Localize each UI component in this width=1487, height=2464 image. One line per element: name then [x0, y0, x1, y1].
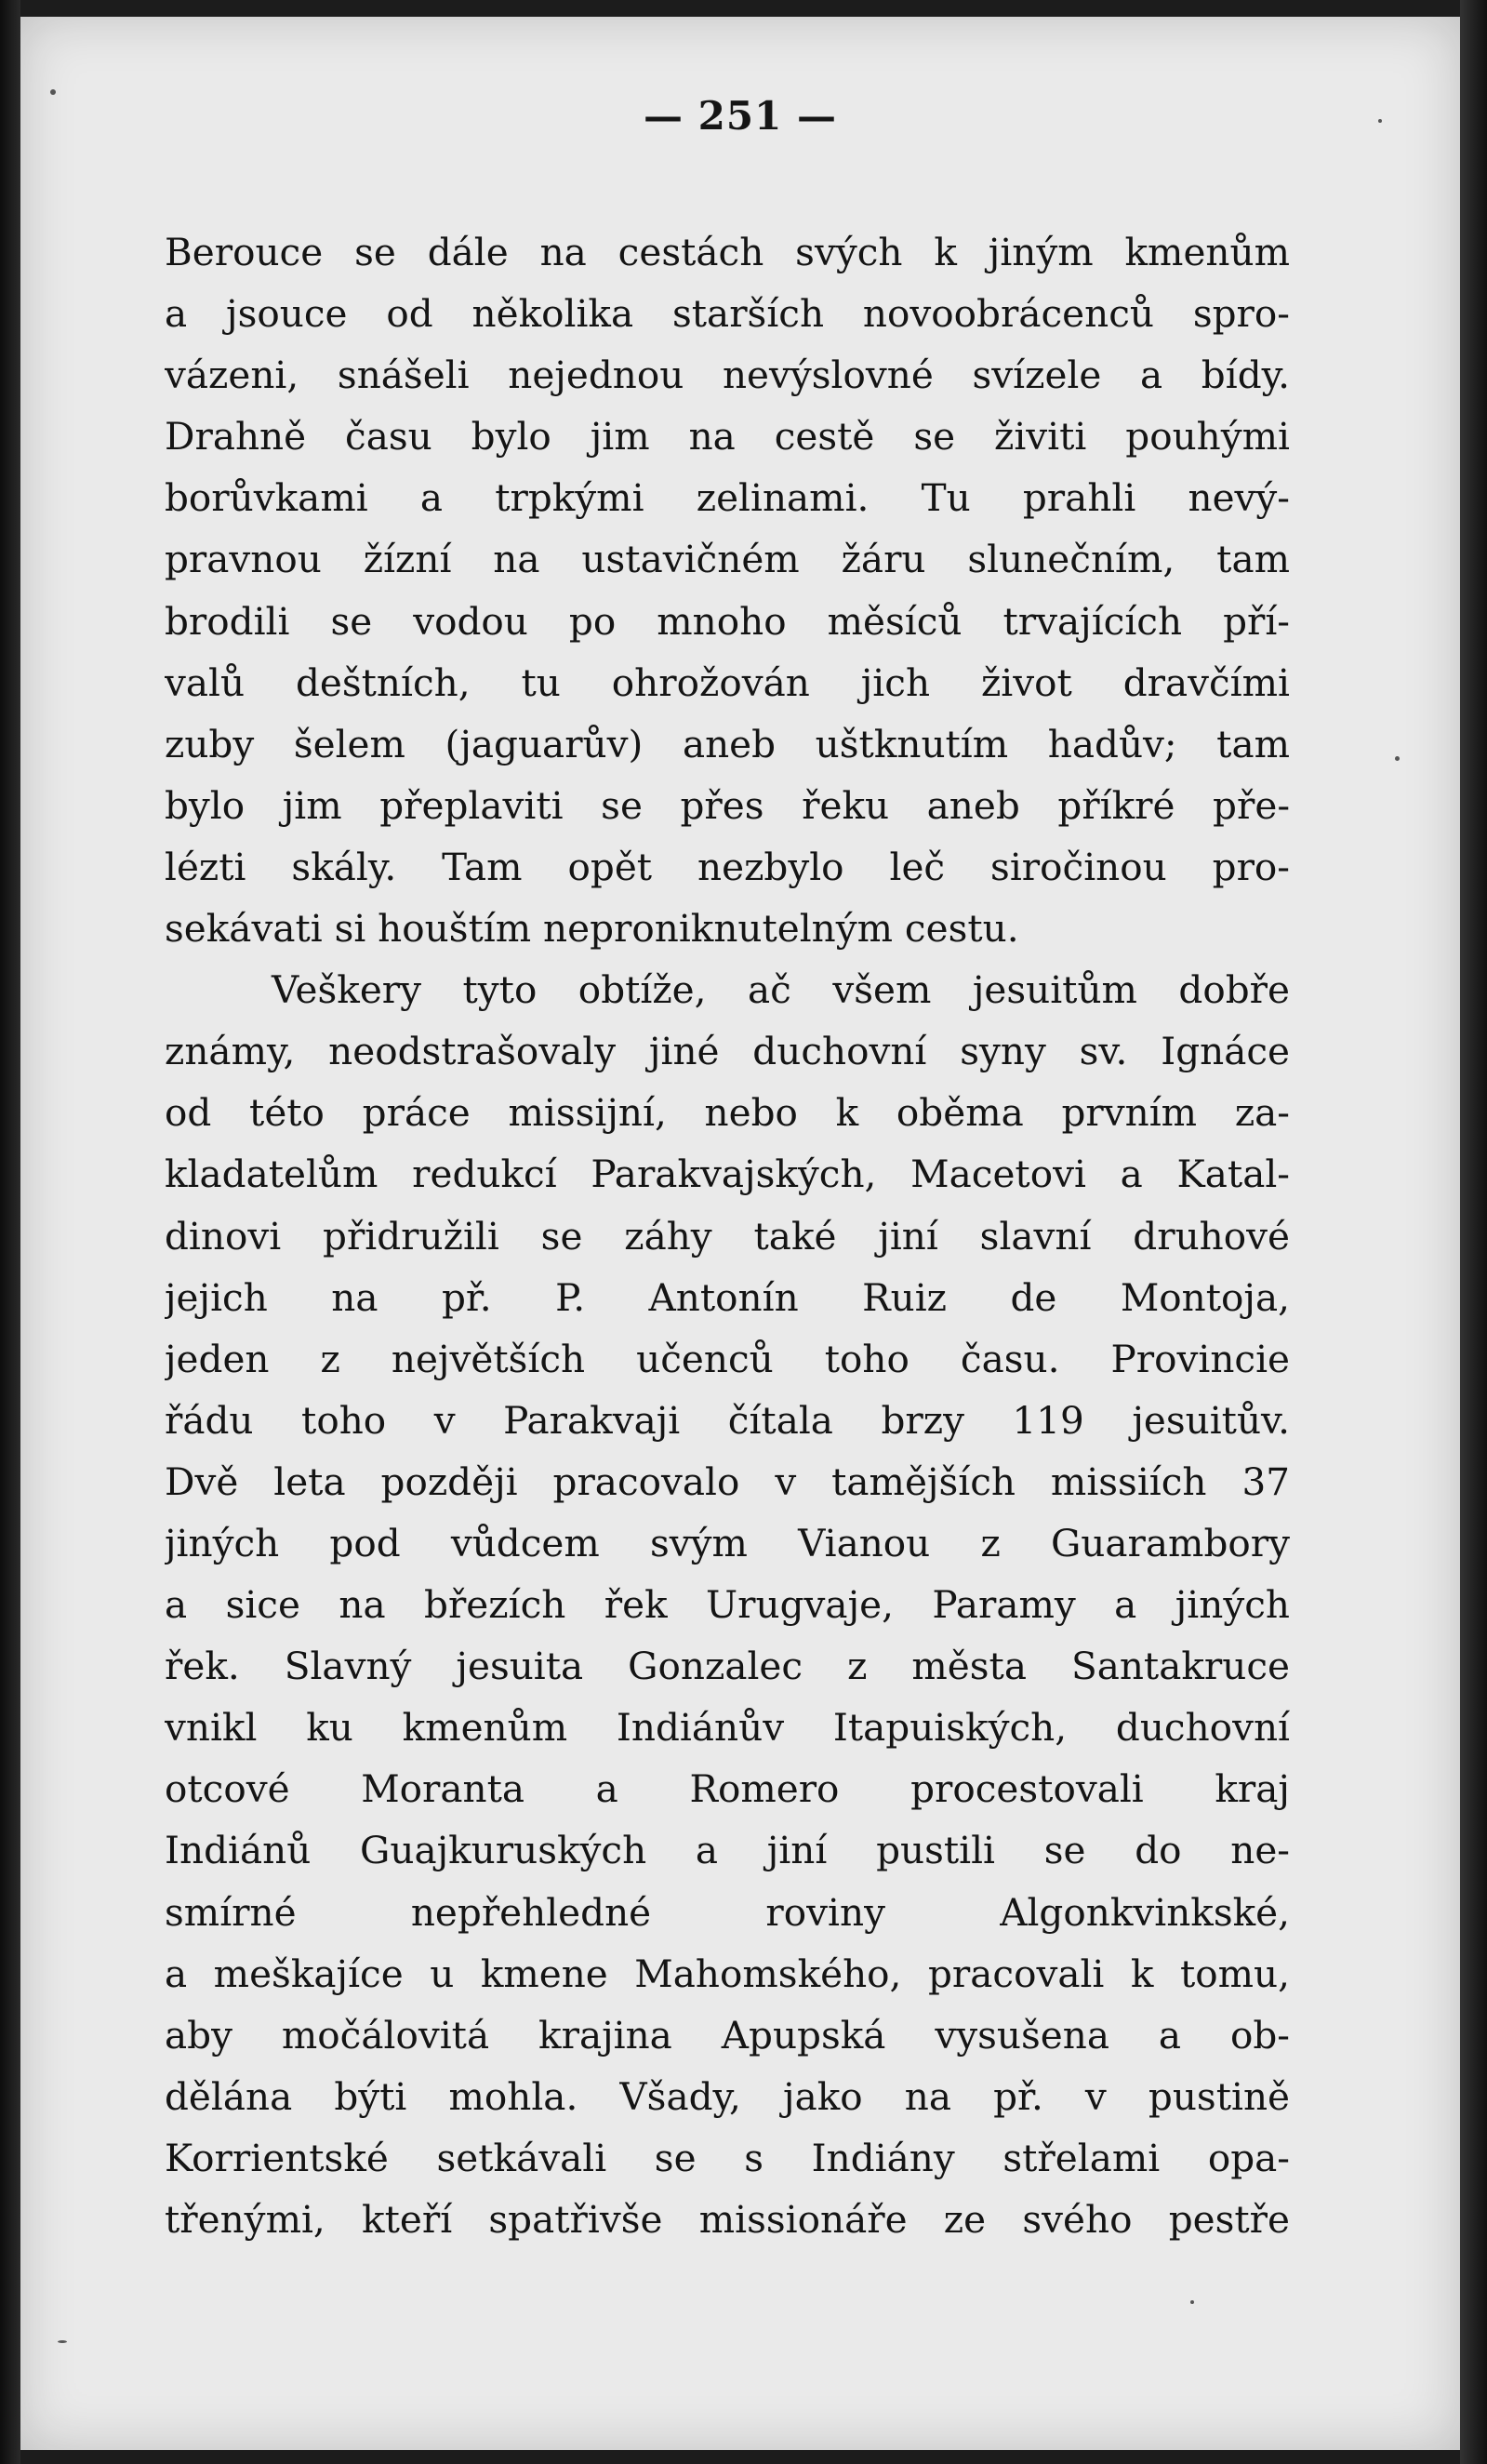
- text-line: Dvě leta později pracovalo v tamějších missiích 37: [165, 1458, 1290, 1504]
- text-line: Berouce se dále na cestách svých k jiným kmenům: [165, 230, 1290, 274]
- text-line: vázeni, snášeli nejednou nevýslovné svízele a bídy.: [165, 353, 1290, 398]
- text-line: dělána býti mohla. Všady, jako na př. v pustině: [165, 2073, 1290, 2119]
- paper-speck: [58, 2340, 67, 2343]
- text-line: sekávati si houštím neproniknutelným cestu.: [165, 906, 1019, 952]
- text-line: valů deštních, tu ohrožován jich život dravčími: [165, 659, 1290, 705]
- text-line: jeden z největších učenců toho času. Provincie: [165, 1336, 1290, 1381]
- text-line: pravnou žízní na ustavičném žáru slunečním, tam: [165, 537, 1290, 582]
- text-line: vnikl ku kmenům Indiánův Itapuiských, duchovní: [165, 1705, 1290, 1751]
- binding-edge: [0, 0, 20, 2464]
- text-line: borůvkami a trpkými zelinami. Tu prahli nevý-: [165, 475, 1290, 521]
- text-line: a sice na březích řek Urugvaje, Paramy a jiných: [165, 1582, 1290, 1628]
- text-line: bylo jim přeplaviti se přes řeku aneb příkré pře-: [165, 782, 1290, 828]
- text-line: Veškery tyto obtíže, ač všem jesuitům dobře: [272, 967, 1290, 1013]
- page-edge-shadow: [1460, 0, 1487, 2464]
- book-page: [20, 17, 1460, 2450]
- text-line: a jsouce od několika starších novoobrácenců spro-: [165, 291, 1290, 337]
- text-line: třenými, kteří spatřivše missionáře ze svého pestře: [165, 2197, 1290, 2242]
- paper-speck: [1395, 756, 1400, 761]
- page-text: [165, 221, 1290, 2250]
- text-line: smírné nepřehledné roviny Algonkvinkské,: [165, 1889, 1290, 1935]
- text-line: jejich na př. P. Antonín Ruiz de Montoja,: [165, 1274, 1290, 1320]
- text-line: otcové Moranta a Romero procestovali kraj: [165, 1766, 1290, 1812]
- text-line: řádu toho v Parakvaji čítala brzy 119 jesuitův.: [165, 1397, 1290, 1443]
- text-line: řek. Slavný jesuita Gonzalec z města Santakruce: [165, 1644, 1290, 1689]
- text-line: jiných pod vůdcem svým Vianou z Guarambory: [165, 1520, 1290, 1565]
- text-line: zuby šelem (jaguarův) aneb uštknutím hadův; tam: [165, 721, 1290, 766]
- text-line: brodili se vodou po mnoho měsíců trvajících pří-: [165, 598, 1290, 644]
- paper-speck: [1378, 119, 1382, 123]
- text-line: kladatelům redukcí Parakvajských, Macetovi a Katal-: [165, 1152, 1290, 1197]
- text-line: aby močálovitá krajina Apupská vysušena a ob-: [165, 2012, 1290, 2058]
- text-line: Indiánů Guajkuruských a jiní pustili se do ne-: [165, 1828, 1290, 1873]
- text-line: Drahně času bylo jim na cestě se živiti pouhými: [165, 414, 1290, 460]
- text-line: od této práce missijní, nebo k oběma prvním za-: [165, 1090, 1290, 1136]
- page-number: — 251 —: [644, 93, 837, 139]
- text-line: známy, neodstrašovaly jiné duchovní syny sv. Ignáce: [165, 1029, 1290, 1074]
- text-line: a meškajíce u kmene Mahomského, pracovali k tomu,: [165, 1951, 1290, 1996]
- paper-speck: [50, 89, 56, 95]
- text-line: lézti skály. Tam opět nezbylo leč siročinou pro-: [165, 844, 1290, 889]
- text-line: dinovi přidružili se záhy také jiní slavní druhové: [165, 1213, 1290, 1259]
- paper-speck: [1190, 2300, 1194, 2304]
- text-line: Korrientské setkávali se s Indiány střelami opa-: [165, 2135, 1290, 2180]
